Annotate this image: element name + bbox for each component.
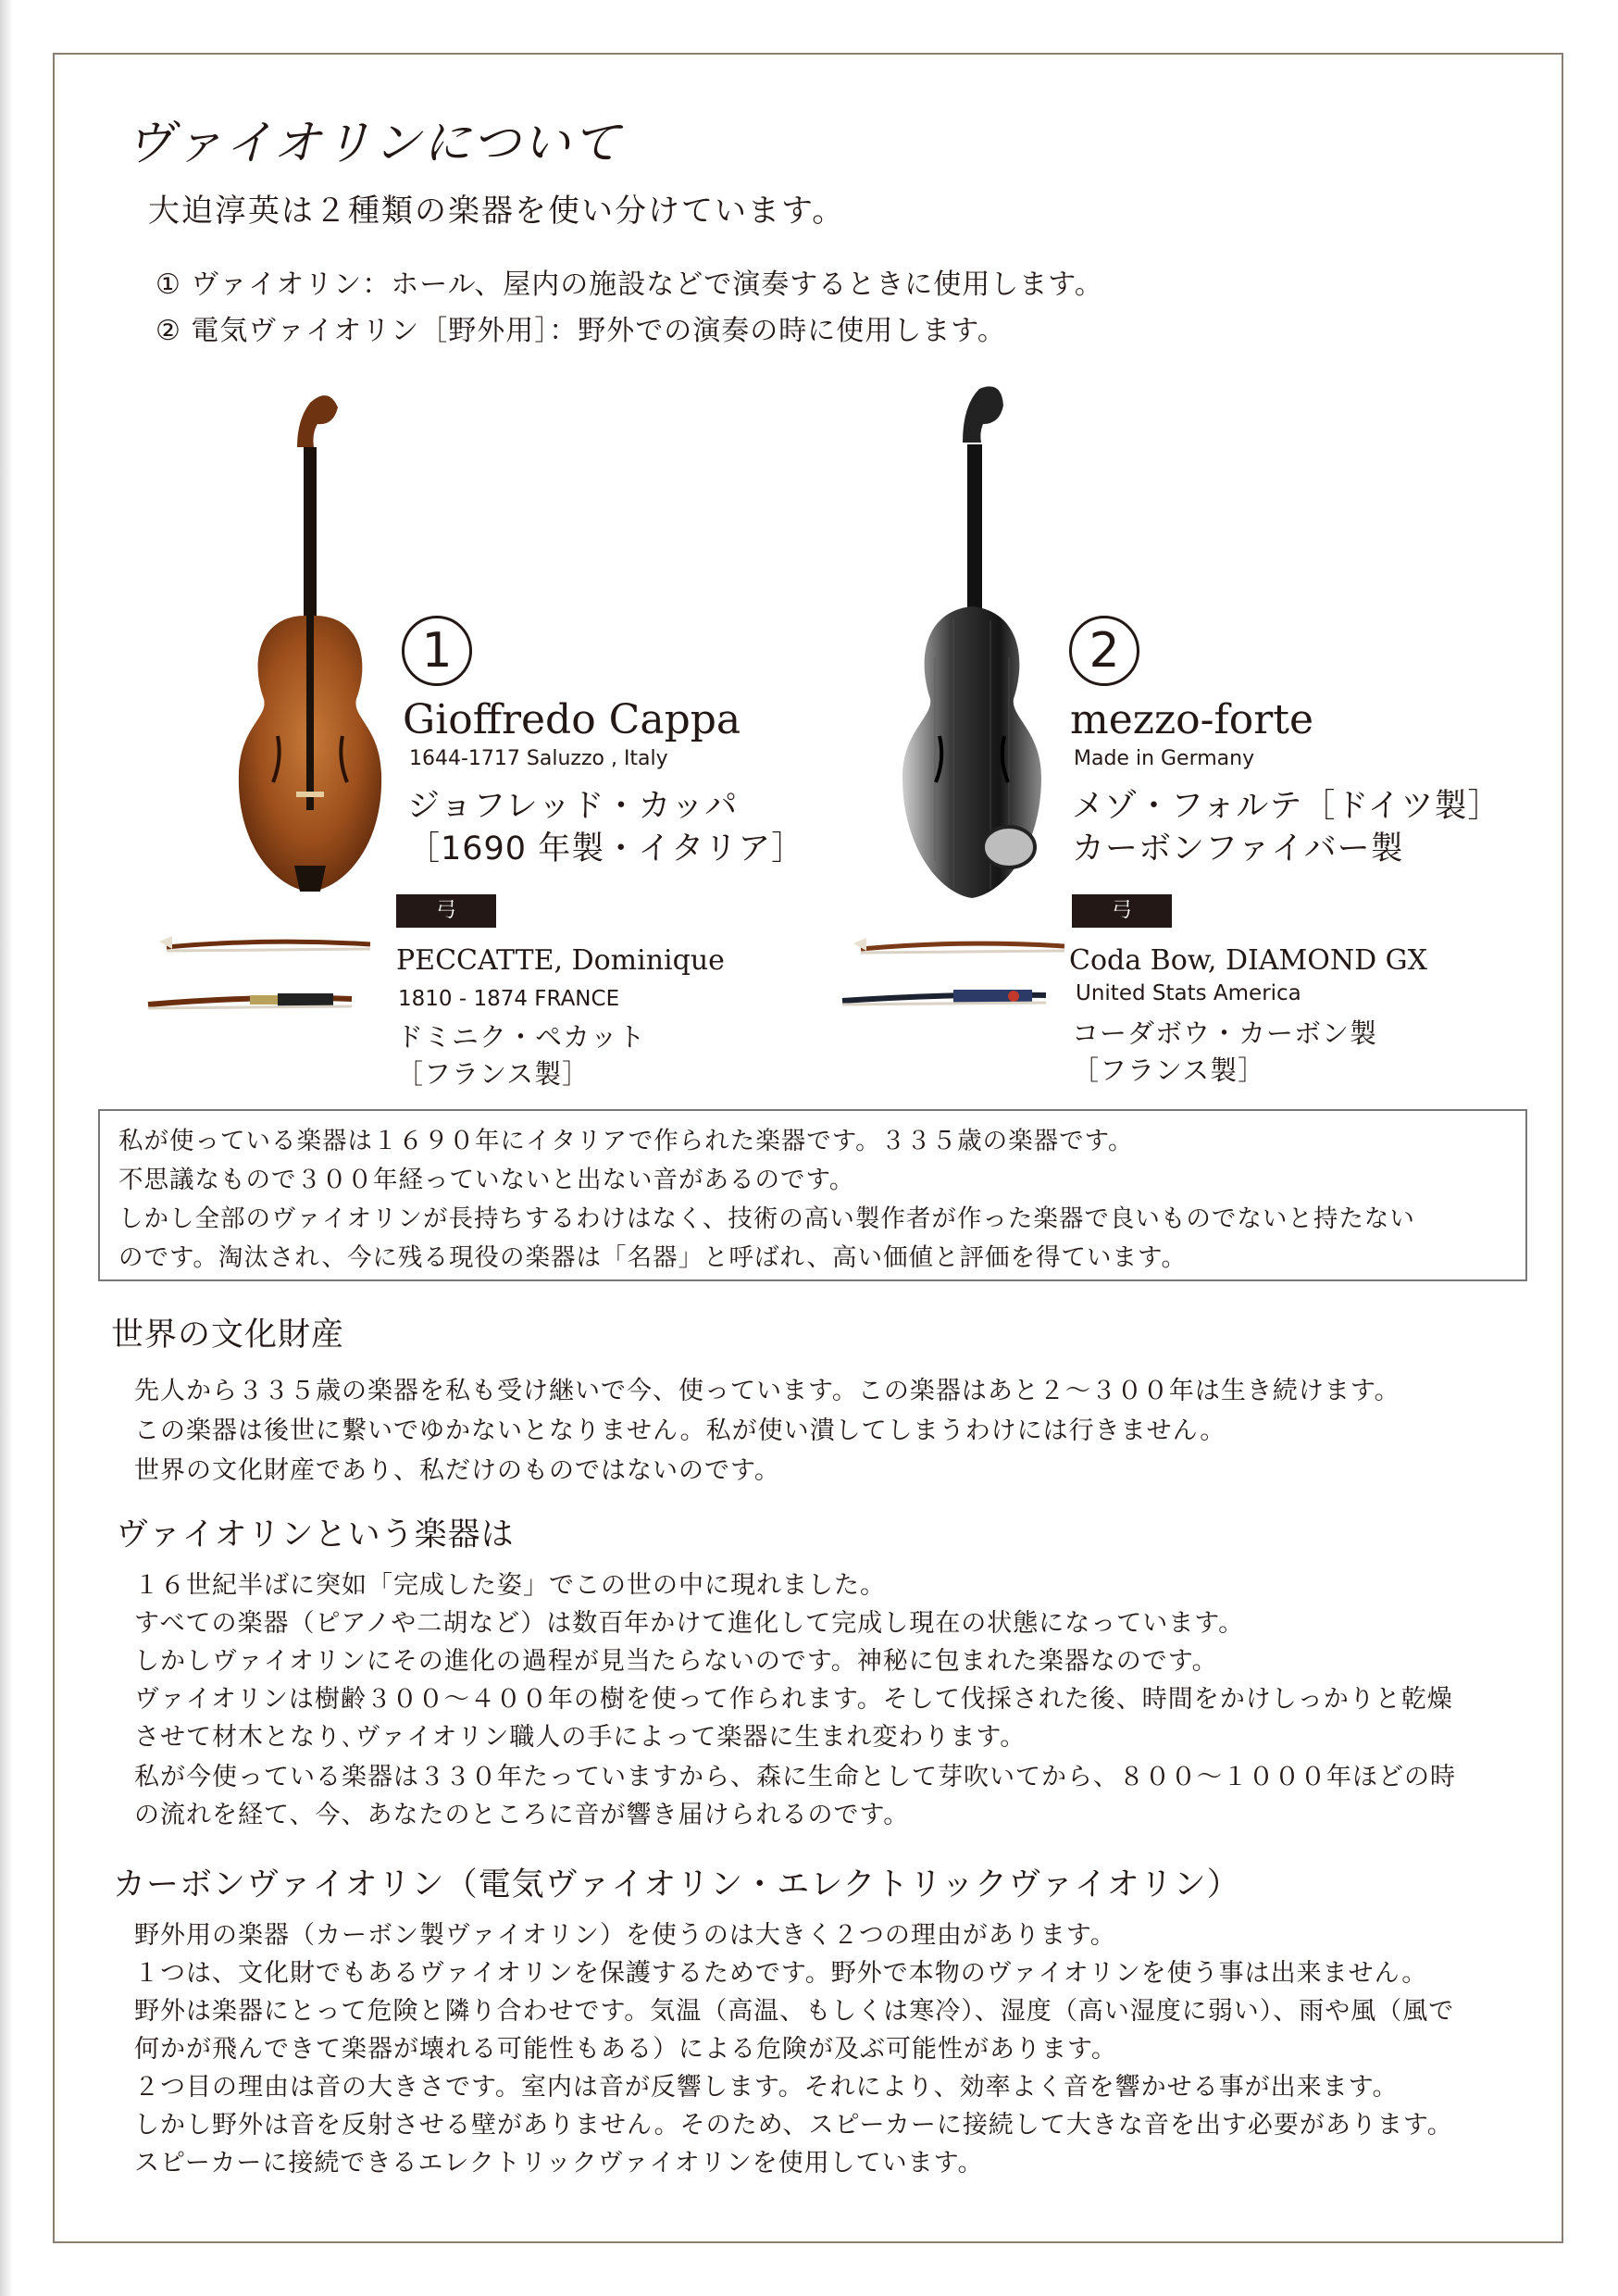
bow-2-name: Coda Bow, DIAMOND GX [1069, 944, 1427, 977]
bow-1-name: PECCATTE, Dominique [396, 944, 725, 977]
section-2-line: １６世紀半ばに突如「完成した姿」でこの世の中に現れました。 [134, 1571, 886, 1600]
section-2-line: させて材木となり､ヴァイオリン職人の手によって楽器に生まれ変わります。 [134, 1723, 1027, 1752]
bow-2-tag: 弓 [1072, 894, 1172, 928]
section-3-line: 野外用の楽器（カーボン製ヴァイオリン）を使うのは大きく２つの理由があります。 [134, 1921, 1116, 1950]
carbon-violin-image [879, 380, 1064, 907]
section-3-line: 何かが飛んできて楽器が壊れる可能性もある）による危険が及ぶ可能性があります。 [134, 2035, 1117, 2064]
section-1-line: この楽器は後世に繋いでゆかないとなりません。私が使い潰してしまうわけには行きません。 [134, 1416, 1226, 1445]
instrument-1-name: Gioffredo Cappa [403, 696, 741, 743]
section-1-line: 先人から３３５歳の楽器を私も受け継いで今、使っています。この楽器はあと２〜３００年は生き続けます。 [134, 1377, 1400, 1405]
section-heading-violin-instrument: ヴァイオリンという楽器は [116, 1516, 515, 1554]
bow-1-image [139, 921, 380, 1032]
bow-1-jp-detail: ［フランス製］ [396, 1058, 591, 1090]
instrument-2-name: mezzo-forte [1070, 696, 1314, 743]
section-2-line: 私が今使っている楽器は３３０年たっていますから、森に生命として芽吹いてから、８００〜１０００年ほどの時 [134, 1763, 1456, 1791]
note-line: しかし全部のヴァイオリンが長持ちするわけはなく、技術の高い製作者が作った楽器で良いものでないと持たない [118, 1204, 1415, 1233]
usage-item-2: ② 電気ヴァイオリン［野外用］：野外での演奏の時に使用します。 [156, 315, 1006, 347]
bow-2-jp-detail: ［フランス製］ [1072, 1054, 1266, 1086]
section-2-line: の流れを経て、今、あなたのところに音が響き届けられるのです。 [134, 1801, 910, 1829]
instrument-1-jp-name: ジョフレッド・カッパ [407, 788, 739, 825]
section-3-line: ２つ目の理由は音の大きさです。室内は音が反響します。それにより、効率よく音を響かせる事が出来ます。 [134, 2073, 1399, 2102]
note-line: 不思議なもので３００年経っていないと出ない音があるのです。 [118, 1166, 855, 1194]
instrument-1-subtitle: 1644-1717 Saluzzo , Italy [409, 747, 668, 770]
instrument-1-jp-detail: ［1690 年製・イタリア］ [407, 830, 805, 867]
note-line: のです。淘汰され、今に残る現役の楽器は「名器」と呼ばれ、高い価値と評価を得ています。 [118, 1243, 1187, 1272]
section-2-line: ヴァイオリンは樹齢３００〜４００年の樹を使って作られます。そして伐採された後、時間をかけしっかりと乾燥 [134, 1685, 1453, 1714]
wooden-violin-image [222, 384, 389, 898]
instrument-1-number: 1 [402, 616, 472, 686]
section-3-line: １つは、文化財でもあるヴァイオリンを保護するためです。野外で本物のヴァイオリンを使う事は出来ません。 [134, 1959, 1428, 1988]
page-title: ヴァイオリンについて [125, 116, 622, 171]
instrument-2-jp-detail: カーボンファイバー製 [1072, 830, 1404, 867]
section-3-line: 野外は楽器にとって危険と隣り合わせです。気温（高温、もしくは寒冷）、湿度（高い湿度に弱い）、雨や風（風で [134, 1997, 1455, 2026]
bow-2-subtitle: United Stats America [1076, 981, 1301, 1005]
bow-2-image [833, 921, 1074, 1032]
intro-text: 大迫淳英は２種類の楽器を使い分けています。 [148, 193, 846, 230]
bow-2-jp-name: コーダボウ・カーボン製 [1072, 1017, 1378, 1049]
section-3-line: しかし野外は音を反射させる壁がありません。そのため、スピーカーに接続して大きな音を出す必要があります。 [134, 2111, 1453, 2140]
instrument-2-jp-name: メゾ・フォルテ［ドイツ製］ [1072, 788, 1501, 825]
instrument-2-subtitle: Made in Germany [1074, 747, 1255, 770]
bow-1-tag: 弓 [396, 894, 496, 928]
usage-item-1: ① ヴァイオリン：ホール、屋内の施設などで演奏するときに使用します。 [156, 268, 1103, 301]
instrument-2-number: 2 [1069, 616, 1139, 686]
section-2-line: すべての楽器（ピアノや二胡など）は数百年かけて進化して完成し現在の状態になっています。 [134, 1609, 1245, 1638]
section-heading-carbon-violin: カーボンヴァイオリン（電気ヴァイオリン・エレクトリックヴァイオリン） [113, 1866, 1240, 1903]
bow-1-subtitle: 1810 - 1874 FRANCE [398, 987, 620, 1011]
section-1-line: 世界の文化財産であり、私だけのものではないのです。 [134, 1456, 780, 1485]
page-edge-shadow [0, 0, 13, 2296]
section-3-line: スピーカーに接続できるエレクトリックヴァイオリンを使用しています。 [134, 2149, 984, 2177]
section-heading-cultural-property: 世界の文化財産 [111, 1316, 345, 1354]
note-box [98, 1109, 1527, 1281]
note-line: 私が使っている楽器は１６９０年にイタリアで作られた楽器です。３３５歳の楽器です。 [118, 1127, 1134, 1155]
section-2-line: しかしヴァイオリンにその進化の過程が見当たらないのです。神秘に包まれた楽器なのです。 [134, 1647, 1218, 1676]
bow-1-jp-name: ドミニク・ペカット [396, 1021, 646, 1053]
